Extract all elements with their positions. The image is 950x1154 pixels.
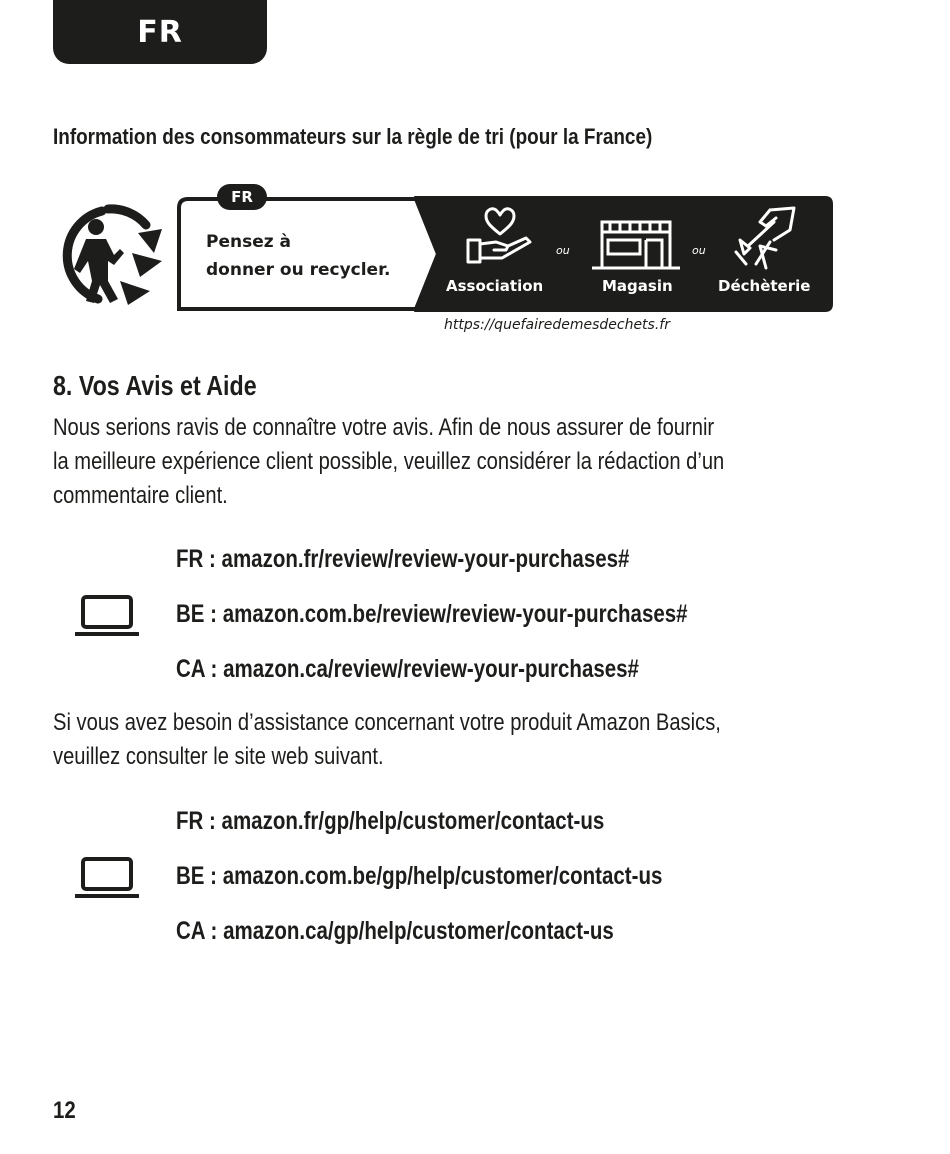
- help-link-be[interactable]: BE : amazon.com.be/gp/help/customer/contact-us: [176, 862, 663, 890]
- help-link-ca[interactable]: CA : amazon.ca/gp/help/customer/contact-us: [176, 917, 614, 945]
- laptop-icon: [75, 594, 139, 638]
- laptop-icon: [75, 856, 139, 900]
- help-link-fr[interactable]: FR : amazon.fr/gp/help/customer/contact-us: [176, 807, 605, 835]
- fr-badge: FR: [217, 184, 267, 210]
- option-association-label: Association: [446, 277, 544, 295]
- help-line: veuillez consulter le site web suivant.: [53, 743, 384, 770]
- heart-hand-icon: [462, 204, 538, 266]
- intro-line: Nous serions ravis de connaître votre avis. Afin de nous assurer de fournir: [53, 414, 715, 441]
- triman-logo: [58, 203, 168, 307]
- intro-line: la meilleure expérience client possible, veuillez considérer la rédaction d’un: [53, 448, 725, 475]
- section-title: 8. Vos Avis et Aide: [53, 370, 257, 401]
- help-line: Si vous avez besoin d’assistance concernant votre produit Amazon Basics,: [53, 709, 721, 736]
- recycling-hand-icon: [730, 206, 800, 270]
- feedback-intro: [53, 411, 724, 513]
- review-link-fr[interactable]: FR : amazon.fr/review/review-your-purchases#: [176, 545, 630, 573]
- shop-icon: [590, 214, 682, 270]
- or-separator: ou: [556, 244, 570, 257]
- option-waste-centre-label: Déchèterie: [718, 277, 811, 295]
- language-tab: FR: [53, 0, 267, 64]
- intro-line: commentaire client.: [53, 482, 228, 509]
- sorting-message-line: Pensez à: [206, 232, 292, 252]
- or-separator: ou: [692, 244, 706, 257]
- sorting-website-link[interactable]: https://quefairedemesdechets.fr: [444, 317, 670, 333]
- help-intro: [53, 706, 721, 774]
- option-shop-label: Magasin: [602, 277, 673, 295]
- sorting-message-line: donner ou recycler.: [206, 260, 391, 280]
- sorting-message: [206, 228, 416, 284]
- page-number: 12: [53, 1097, 76, 1124]
- review-link-be[interactable]: BE : amazon.com.be/review/review-your-purchases#: [176, 600, 688, 628]
- sorting-info-heading: Information des consommateurs sur la règle de tri (pour la France): [53, 124, 653, 149]
- review-link-ca[interactable]: CA : amazon.ca/review/review-your-purchases#: [176, 655, 639, 683]
